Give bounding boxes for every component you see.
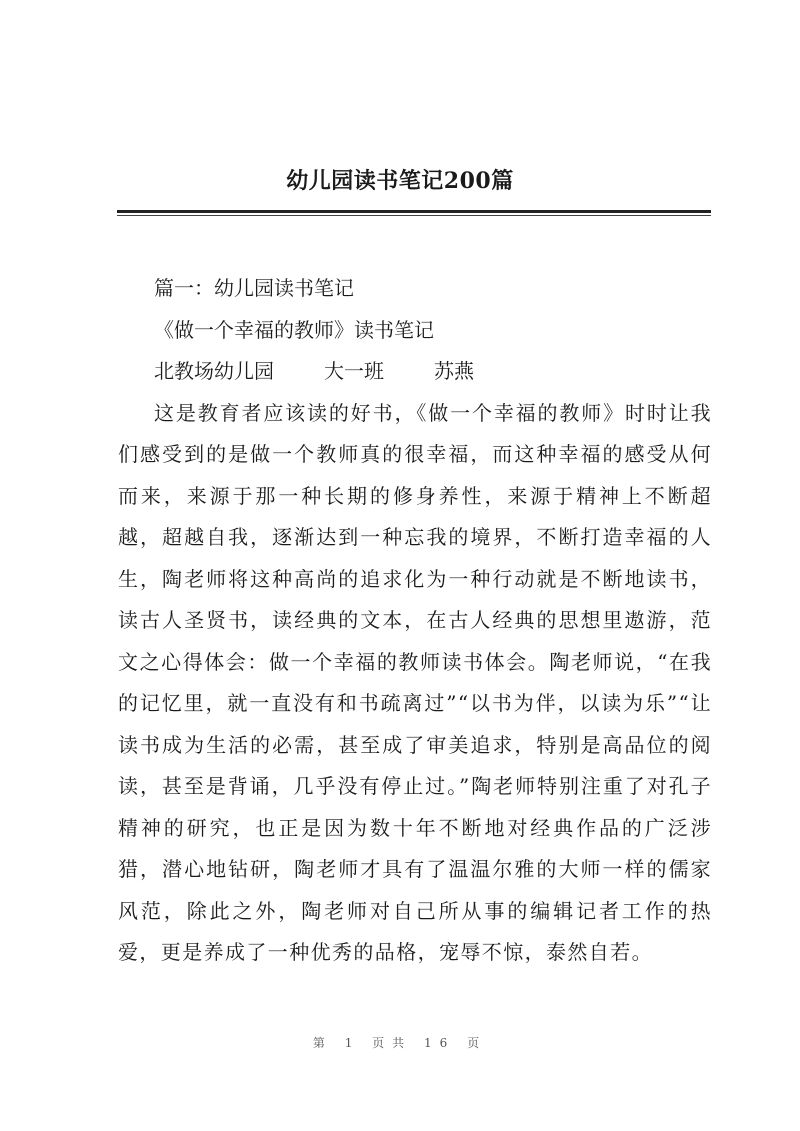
author-class: 大一班 bbox=[324, 359, 384, 383]
page-footer: 第 1 页共 16 页 bbox=[312, 1036, 488, 1050]
chapter-heading: 篇一：幼儿园读书笔记 bbox=[154, 276, 354, 300]
document-body bbox=[118, 268, 712, 974]
author-school: 北教场幼儿园 bbox=[154, 359, 274, 383]
author-line bbox=[118, 351, 712, 393]
author-name: 苏燕 bbox=[434, 359, 474, 383]
document-title: 幼儿园读书笔记200篇 bbox=[286, 168, 514, 194]
body-paragraph: 这是教育者应该读的好书，《做一个幸福的教师》时时让我们感受到的是做一个教师真的很幸福，而这种幸福的感受从何而来，来源于那一种长期的修身养性，来源于精神上不断超越，超越自我，逐渐达到一种忘我的境界，不断打造幸福的人生，陶老师将这种高尚的追求化为一种行动就是不断地读书，读古人圣贤书，读经典的文本，在古人经典的思想里遨游，范文之心得体会：做一个幸福的教师读书体会。陶老师说，“在我的记忆里，就一直没有和书疏离过”“以书为伴，以读为乐”“让读书成为生活的必需，甚至成了审美追求，特别是高品位的阅读，甚至是背诵，几乎没有停止过。”陶老师特别注重了对孔子精神的研究，也正是因为数十年不断地对经典作品的广泛涉猎，潜心地钻研，陶老师才具有了温温尔雅的大师一样的儒家风范，除此之外，陶老师对自己所从事的编辑记者工作的热爱，更是养成了一种优秀的品格，宠辱不惊，泰然自若。 bbox=[118, 400, 712, 964]
title-underline bbox=[117, 210, 711, 213]
book-title-line: 《做一个幸福的教师》读书笔记 bbox=[154, 317, 434, 342]
